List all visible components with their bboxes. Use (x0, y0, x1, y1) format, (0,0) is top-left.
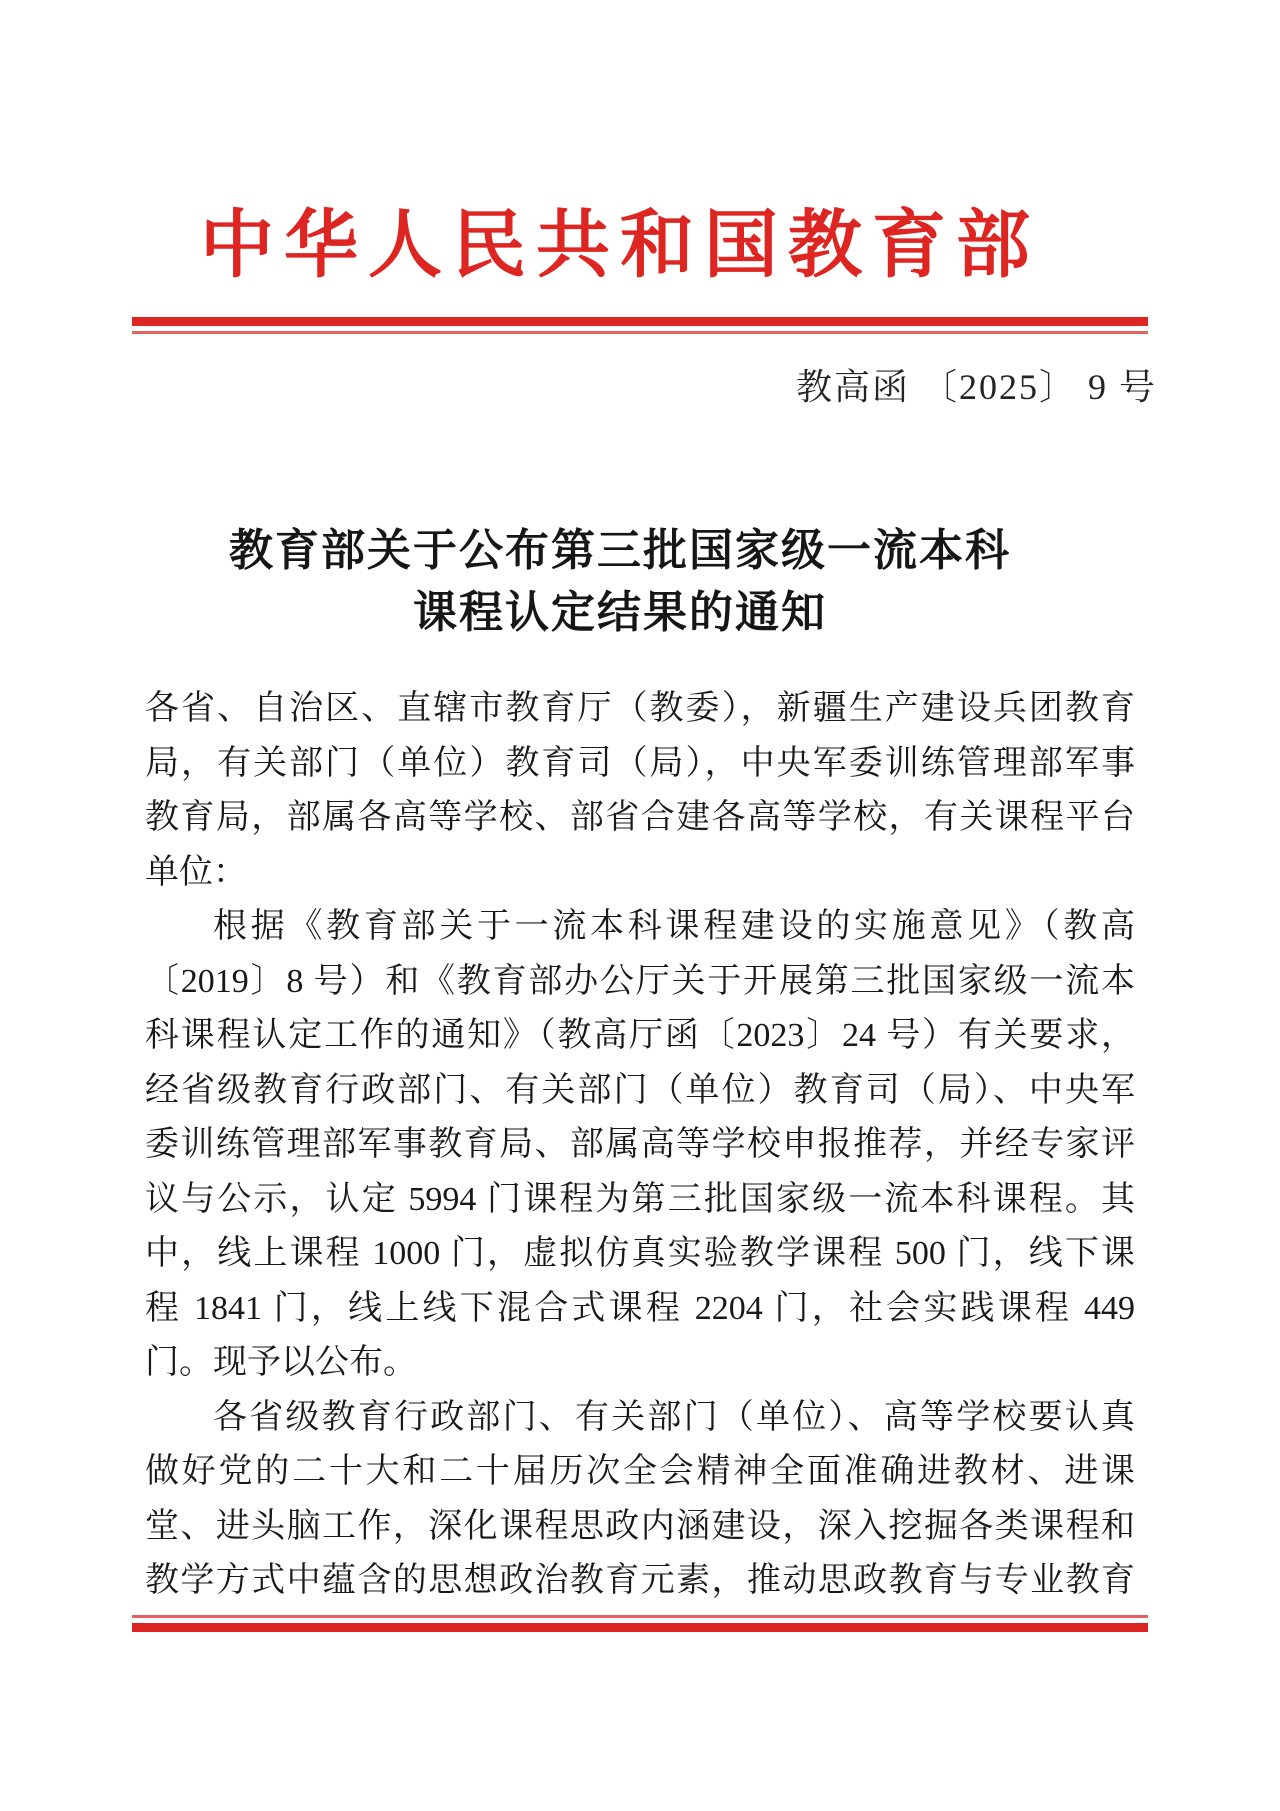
body-line: 经省级教育行政部门、有关部门（单位）教育司（局）、中央军 (145, 1071, 1135, 1109)
body-line: 教学方式中蕴含的思想政治教育元素，推动思政教育与专业教育 (145, 1562, 1135, 1599)
document-title-line-1: 教育部关于公布第三批国家级一流本科 (229, 526, 1011, 575)
body-line: 做好党的二十大和二十届历次全会精神全面准确进教材、进课 (145, 1453, 1135, 1490)
body-line: 中，线上课程 1000 门，虚拟仿真实验教学课程 500 门，线下课 (145, 1235, 1135, 1272)
divider-thick-line (132, 1623, 1148, 1632)
body-line: 单位： (145, 853, 247, 891)
body-line: 门。现予以公布。 (145, 1344, 417, 1381)
body-line: 各省、自治区、直辖市教育厅（教委），新疆生产建设兵团教育 (145, 690, 1135, 727)
document-body (145, 682, 1135, 1609)
body-line: 根据《教育部关于一流本科课程建设的实施意见》（教高 (213, 908, 1135, 945)
divider-thin-line (132, 331, 1148, 334)
body-line: 科课程认定工作的通知》（教高厅函〔2023〕24 号）有关要求， (145, 1017, 1135, 1054)
body-line: 委训练管理部军事教育局、部属高等学校申报推荐，并经专家评 (145, 1126, 1135, 1163)
letterhead-agency-title: 中华人民共和国教育部 (200, 205, 1040, 287)
letterhead-divider (132, 317, 1148, 334)
document-number: 教高函 〔2025〕 9 号 (795, 367, 1157, 407)
body-line: 堂、进头脑工作，深化课程思政内涵建设，深入挖掘各类课程和 (145, 1507, 1135, 1545)
body-line: 教育局，部属各高等学校、部省合建各高等学校，有关课程平台 (145, 799, 1135, 836)
body-line: 程 1841 门，线上线下混合式课程 2204 门，社会实践课程 449 (145, 1289, 1135, 1327)
document-title (125, 520, 1115, 644)
body-line: 局，有关部门（单位）教育司（局），中央军委训练管理部军事 (145, 744, 1135, 782)
divider-thin-line (132, 1615, 1148, 1618)
body-line: 议与公示，认定 5994 门课程为第三批国家级一流本科课程。其 (145, 1180, 1135, 1218)
divider-thick-line (132, 317, 1148, 326)
footer-divider (132, 1615, 1148, 1632)
body-line: 〔2019〕8 号）和《教育部办公厅关于开展第三批国家级一流本 (145, 962, 1135, 1000)
body-line: 各省级教育行政部门、有关部门（单位）、高等学校要认真 (213, 1398, 1135, 1436)
document-title-line-2: 课程认定结果的通知 (413, 588, 827, 637)
